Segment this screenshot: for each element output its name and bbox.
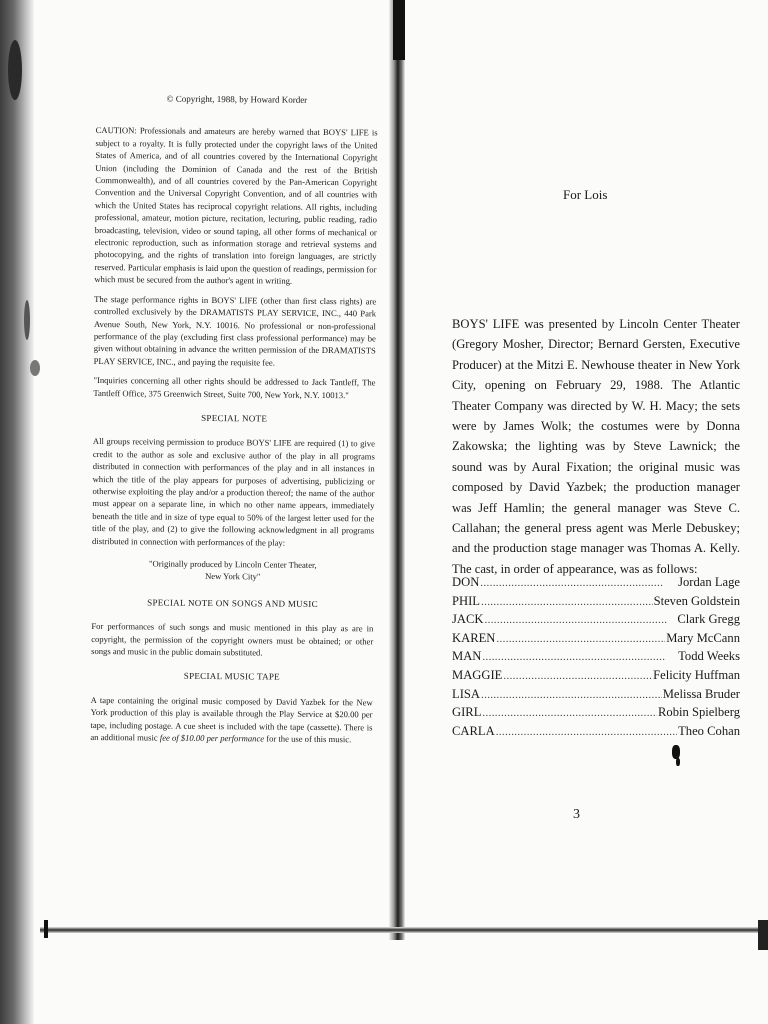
leader-dots [481, 596, 653, 608]
cast-row [452, 687, 740, 706]
leader-dots [482, 707, 657, 719]
leader-dots [503, 670, 652, 682]
music-fee-rest: for the use of this music. [264, 733, 352, 745]
music-tape-heading: SPECIAL MUSIC TAPE [183, 671, 281, 683]
production-credits: BOYS' LIFE was presented by Lincoln Center Theater (Gregory Mosher, Director; Bernard Gersten, Executive Producer) at the Mitzi E. Newhouse theater in New York City, opening on February 29, 1988. The Atlantic Theater Company was directed by W. H. Macy; the sets were by James Wolk; the costumes were by Donna Zakowska; the lighting was by Steve Lawnick; the sound was by Aural Fixation; the original music was composed by David Yazbek; the production manager was Jeff Hamlin; the general manager was Steve C. Callahan; the general press agent was Merle Debuskey; and the production stage manager was Thomas A. Kelly. The cast, in order of appearance, was as follows: [452, 317, 740, 576]
cast-row [452, 612, 740, 631]
copyright-line: © Copyright, 1988, by Howard Korder [166, 93, 308, 105]
cast-actor: Mary McCann [666, 630, 740, 645]
leader-dots [480, 577, 677, 589]
cast-role: MAN [452, 649, 482, 664]
page-number: 3 [573, 807, 580, 822]
special-note-paragraph: All groups receiving permission to produce BOYS' LIFE are required (1) to give credit to the author as sole and exclusive author of the play in all programs distributed in connection with performances of the play and in all instances in which the title of the play appears for purposes of advertising, publicizing or otherwise exploiting the play and/or a production thereof; the name of the author must appear on a separate line, in which no other name appears, immediately beneath the title and in size of type equal to 50% of the largest letter used for the title of the play, and (2) to give the following acknowledgment in all programs distributed in connection with performances of the play: [92, 436, 375, 548]
music-tape-paragraph [90, 694, 372, 746]
stage-rights-paragraph: The stage performance rights in BOYS' LIFE (other than first class rights) are controlled exclusively by the DRAMATISTS PLAY SERVICE, INC., 440 Park Avenue South, New York, N.Y. 10016. No professional or non-professional performance of the play (excluding first class professional performance) may be given without obtaining in advance the written permission of the DRAMATISTS PLAY SERVICE, INC., and paying the requisite fee. [93, 293, 377, 368]
scan-speck [30, 360, 40, 376]
cast-role: JACK [452, 612, 484, 627]
cast-actor: Jordan Lage [678, 575, 740, 589]
special-note-heading: SPECIAL NOTE [201, 412, 268, 424]
scan-speck [8, 40, 22, 100]
cast-actor: Robin Spielberg [658, 705, 740, 720]
cast-actor: Steven Goldstein [653, 593, 740, 608]
scan-mark [44, 920, 48, 938]
dedication: For Lois [563, 187, 608, 202]
caution-paragraph: CAUTION: Professionals and amateurs are hereby warned that BOYS' LIFE is subject to a royalty. It is fully protected under the copyright laws of the United States of America, and of all countries covered by the International Copyright Union (including the Dominion of Canada and the rest of the British Commonwealth), and of all countries covered by the Pan-American Copyright Convention and the Universal Copyright Convention, and of all countries with which the United States has reciprocal copyright relations. All rights, including professional, amateur, motion picture, recitation, lecturing, public reading, radio broadcasting, television, video or sound taping, all other forms of mechanical or electronic reproduction, such as information storage and retrieval systems and photocopying, and the rights of translation into foreign languages, are strictly reserved. Particular emphasis is laid upon the question of readings, permission for which must be secured from the author's agent in writing. [94, 125, 378, 286]
cast-row [452, 705, 740, 724]
songs-music-heading: SPECIAL NOTE ON SONGS AND MUSIC [147, 597, 318, 609]
music-tape-text: A tape containing the original music composed by David Yazbek for the New York production of this play is available through the Play Service at $20.00 per tape, including postage. A cue sheet is included with the tape (cassette). There is an additional music [90, 694, 373, 743]
music-fee-italic: fee of $10.00 per performance [159, 732, 265, 744]
inquiries-paragraph: "Inquiries concerning all other rights should be addressed to Jack Tantleff, The Tantleff Office, 375 Greenwich Street, Suite 700, New York, N.Y. 10013." [93, 375, 376, 400]
ink-smudge [676, 758, 680, 766]
scan-speck [24, 300, 30, 340]
cast-list [452, 575, 740, 742]
songs-music-paragraph: For performances of such songs and music mentioned in this play as are in copyright, the permission of the copyright owners must be obtained; or other songs and music in the public domain substituted. [91, 621, 374, 658]
quote-line: "Originally produced by Lincoln Center Theater, [149, 558, 317, 570]
cast-actor: Melissa Bruder [662, 686, 740, 701]
cast-actor: Clark Gregg [677, 612, 740, 627]
left-page [90, 92, 378, 754]
cast-role: LISA [452, 686, 480, 701]
leader-dots [485, 614, 677, 626]
cast-actor: Felicity Huffman [653, 667, 740, 682]
cast-role: KAREN [452, 630, 496, 645]
scan-edge-left [0, 0, 34, 1024]
cast-row [452, 724, 740, 743]
acknowledgment-quote [92, 557, 374, 584]
leader-dots [482, 651, 677, 663]
cast-actor: Todd Weeks [678, 649, 740, 664]
leader-dots [496, 726, 677, 738]
binding-shadow [393, 0, 405, 60]
cast-row [452, 668, 740, 687]
cast-role: CARLA [452, 723, 495, 738]
cast-role: GIRL [452, 705, 482, 720]
cast-row [452, 594, 740, 613]
cast-actor: Theo Cohan [678, 723, 740, 738]
ink-smudge [672, 745, 680, 759]
leader-dots [481, 689, 662, 701]
cast-row [452, 649, 740, 668]
cast-role: MAGGIE [452, 667, 503, 682]
quote-line: New York City" [205, 571, 261, 582]
scan-bottom-edge [40, 927, 768, 933]
cast-role: DON [452, 575, 480, 589]
binding-gutter [389, 0, 405, 940]
cast-role: PHIL [452, 593, 480, 608]
leader-dots [496, 633, 665, 645]
cast-row [452, 631, 740, 650]
scan-mark [758, 920, 768, 950]
cast-row [452, 575, 740, 594]
